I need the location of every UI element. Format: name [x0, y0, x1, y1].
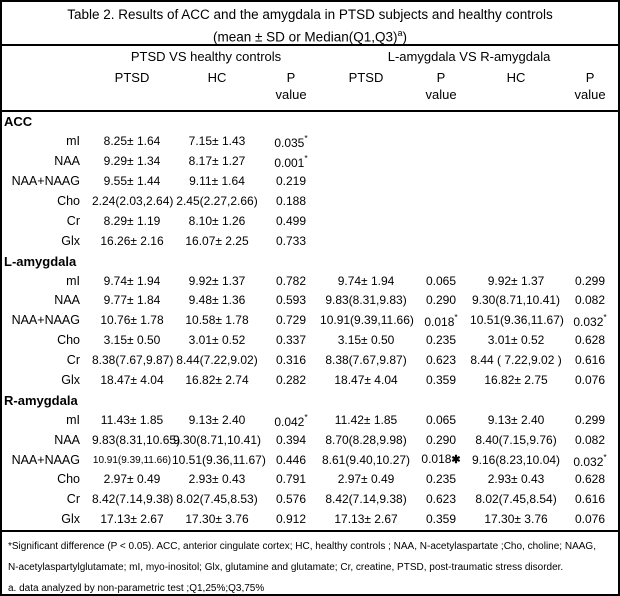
table-cell: 10.91(9.39,11.66): [320, 313, 414, 328]
table-cell: 0.065: [426, 412, 457, 427]
table-cell: [412, 192, 470, 212]
table-row: [2, 331, 618, 351]
table-row: [2, 450, 618, 470]
table-cell: 0.782: [275, 273, 307, 288]
table-cell: [562, 152, 618, 172]
table-row: [2, 132, 618, 152]
table-cell: 9.30(8.71,10.41): [471, 293, 561, 308]
table-cell: 9.74± 1.94: [337, 273, 395, 288]
group-header-l-vs-r-amygdala: L-amygdala VS R-amygdala: [387, 49, 551, 64]
section-header: L-amygdala: [4, 253, 77, 269]
table-cell: 2.97± 0.49: [337, 472, 395, 487]
table-cell: 9.29± 1.34: [103, 154, 161, 169]
table-cell: 0.616: [575, 353, 606, 368]
table-cell: 0.359: [426, 512, 457, 527]
section-row: [2, 251, 618, 271]
footnotes-block: [2, 530, 618, 596]
empty-corner-cell: [2, 88, 92, 111]
table-cell: 0.733: [275, 233, 307, 248]
table-cell: 0.628: [575, 472, 606, 487]
column-header: P: [585, 70, 595, 85]
table-row: [2, 152, 618, 172]
table-cell: 11.42± 1.85: [334, 412, 398, 427]
row-label: mI: [66, 273, 80, 288]
table-cell: 10.51(9.36,11.67): [172, 452, 266, 467]
column-header: PTSD: [348, 70, 384, 85]
table-cell: 8.40(7.15,9.76): [475, 432, 557, 447]
table-cell: 8.25± 1.64: [103, 134, 161, 149]
table-cell: 11.43± 1.85: [100, 412, 164, 427]
results-table: [2, 46, 618, 530]
table-cell: [470, 211, 562, 231]
column-header-sub: value: [562, 88, 618, 111]
subtitle-pre: (mean ± SD or Median(Q1,Q3): [213, 29, 398, 45]
row-label: Cho: [57, 472, 80, 487]
subtitle-post: ): [402, 29, 407, 45]
empty-corner-cell: [2, 67, 92, 88]
table-cell: 0.912: [275, 512, 307, 527]
subtitle-superscript: a: [397, 28, 403, 38]
table-row: [2, 490, 618, 510]
table-cell: 0.082: [575, 293, 606, 308]
column-header-sub: value: [412, 88, 470, 111]
table-cell: 18.47± 4.04: [100, 373, 164, 388]
table-cell: 8.42(7.14,9.38): [92, 492, 174, 507]
table-row: [2, 351, 618, 371]
table-title-block: [2, 2, 618, 46]
table-cell: 17.30± 3.76: [185, 512, 249, 527]
table-row: [2, 510, 618, 530]
table-cell: 0.316: [275, 353, 307, 368]
table-cell: 0.018*: [424, 312, 458, 330]
row-label: NAA+NAAG: [11, 452, 80, 467]
table-row: [2, 470, 618, 490]
table-cell: 0.032*: [573, 451, 607, 469]
table-cell: 0.499: [275, 213, 307, 228]
table-cell: 8.38(7.67,9.87): [92, 353, 174, 368]
table-cell: 0.576: [275, 492, 307, 507]
table-cell: 17.30± 3.76: [484, 512, 548, 527]
table-cell: 7.15± 1.43: [188, 134, 246, 149]
table-cell: 10.51(9.36,11.67): [470, 313, 564, 328]
row-label: Cr: [66, 353, 80, 368]
table-cell: 0.616: [575, 492, 606, 507]
table-cell: 8.02(7.45,8.53): [176, 492, 258, 507]
table-row: [2, 410, 618, 430]
row-label: Cho: [57, 333, 80, 348]
section-header: ACC: [4, 114, 33, 130]
table-cell: [412, 132, 470, 152]
table-subtitle: [2, 24, 618, 47]
table-cell: 9.55± 1.44: [103, 174, 161, 189]
column-header-sub: [320, 88, 412, 111]
table-cell: 8.02(7.45,8.54): [475, 492, 557, 507]
table-cell: 3.15± 0.50: [103, 333, 161, 348]
empty-corner-cell: [2, 46, 92, 67]
table-cell: 17.13± 2.67: [100, 512, 164, 527]
table-cell: 3.01± 0.52: [487, 333, 545, 348]
table-cell: 0.235: [426, 333, 457, 348]
table-cell: 8.44(7.22,9.02): [176, 353, 258, 368]
row-label: NAA: [54, 432, 80, 447]
table-cell: 0.032*: [573, 312, 607, 330]
table-cell: 8.42(7.14,9.38): [325, 492, 407, 507]
table-cell: 2.24(2.03,2.64): [92, 194, 174, 208]
row-label: NAA: [54, 293, 80, 308]
table-cell: [412, 152, 470, 172]
table-cell: 0.729: [275, 313, 307, 328]
column-header-sub: [172, 88, 262, 111]
table-row: [2, 231, 618, 251]
table-cell: 0.188: [275, 194, 307, 208]
row-label: mI: [66, 134, 80, 149]
table-cell: 0.394: [275, 432, 307, 447]
table-cell: 0.290: [426, 293, 457, 308]
table-cell: 0.065: [426, 273, 457, 288]
row-label: Cr: [66, 492, 80, 507]
section-row: [2, 111, 618, 132]
row-label: Glx: [61, 512, 80, 527]
table-row: [2, 192, 618, 212]
table-cell: 0.299: [575, 412, 606, 427]
column-header: HC: [207, 70, 227, 85]
table-cell: 3.01± 0.52: [188, 333, 246, 348]
section-header: R-amygdala: [4, 392, 78, 408]
table-cell: 16.82± 2.75: [484, 373, 548, 388]
footnote-nonparametric: a. data analyzed by non-parametric test ;Q1,25%;Q3,75%: [8, 582, 265, 594]
table-cell: 0.299: [575, 273, 606, 288]
table-cell: 0.359: [426, 373, 457, 388]
table-cell: 2.93± 0.43: [487, 472, 545, 487]
table-cell: 17.13± 2.67: [334, 512, 398, 527]
table-cell: 16.82± 2.74: [185, 373, 249, 388]
column-header-sub: value: [262, 88, 320, 111]
table-cell: [412, 231, 470, 251]
group-header-row: [2, 46, 618, 67]
table-cell: [320, 192, 412, 212]
table-cell: 16.26± 2.16: [100, 233, 164, 248]
footnote-abbreviations: N-acetylaspartylglutamate; mI, myo-inositol; Glx, glutamine and glutamate; Cr, creatine, PTSD, post-traumatic stress disorder.: [8, 561, 564, 573]
table-cell: 9.83(8.31,10.65): [92, 432, 181, 447]
table-cell: 9.30(8.71,10.41): [172, 432, 262, 447]
table-cell: 8.10± 1.26: [188, 213, 246, 228]
table-cell: 3.15± 0.50: [337, 333, 395, 348]
table-cell: 16.07± 2.25: [185, 233, 249, 248]
table-cell: [412, 211, 470, 231]
table-cell: 9.48± 1.36: [188, 293, 246, 308]
table-cell: 0.018✱: [421, 452, 461, 467]
table-cell: 2.45(2.27,2.66): [176, 194, 258, 208]
table-cell: 9.13± 2.40: [188, 412, 246, 427]
table-cell: 0.082: [575, 432, 606, 447]
table-cell: [470, 172, 562, 192]
column-header-sub: [470, 88, 562, 111]
column-header-sub: [92, 88, 172, 111]
table-cell: [320, 152, 412, 172]
table-row: [2, 172, 618, 192]
table-cell: 0.623: [426, 492, 457, 507]
table-cell: 8.29± 1.19: [103, 213, 161, 228]
table-cell: 10.58± 1.78: [185, 313, 249, 328]
table-row: [2, 430, 618, 450]
row-label: Glx: [61, 233, 80, 248]
table-cell: 2.93± 0.43: [188, 472, 246, 487]
column-header: P: [436, 70, 446, 85]
row-label: NAA+NAAG: [11, 313, 80, 328]
table-cell: [562, 211, 618, 231]
table-cell: 0.235: [426, 472, 457, 487]
row-label: NAA+NAAG: [11, 174, 80, 189]
table-cell: 0.282: [275, 373, 307, 388]
table-title: Table 2. Results of ACC and the amygdala in PTSD subjects and healthy controls: [67, 7, 553, 22]
table-cell: 0.791: [275, 472, 307, 487]
table-cell: 9.74± 1.94: [103, 273, 161, 288]
row-label: Cho: [57, 194, 80, 208]
table-cell: 9.77± 1.84: [103, 293, 161, 308]
table-cell: 9.16(8.23,10.04): [471, 452, 561, 467]
table-cell: 0.623: [426, 353, 457, 368]
table-cell: 9.92± 1.37: [487, 273, 545, 288]
table-row: [2, 291, 618, 311]
table-cell: [562, 132, 618, 152]
table-cell: 8.17± 1.27: [188, 154, 246, 169]
row-label: Glx: [61, 373, 80, 388]
footnote-significance: *Significant difference (P < 0.05). ACC, anterior cingulate cortex; HC, healthy controls ; NAA, N-acetylaspartate ;Cho, choline; NAAG,: [8, 540, 596, 552]
table-cell: 8.61(9.40,10.27): [321, 452, 411, 467]
row-label: Cr: [66, 213, 80, 228]
table-cell: 2.97± 0.49: [103, 472, 161, 487]
table-cell: 8.70(8.28,9.98): [325, 432, 407, 447]
table-cell: [470, 152, 562, 172]
table-cell: 0.593: [275, 293, 307, 308]
table-cell: [562, 231, 618, 251]
table-cell: [320, 132, 412, 152]
column-header-row: [2, 67, 618, 88]
column-header: P: [286, 70, 296, 85]
table-cell: [470, 132, 562, 152]
table-cell: 0.076: [575, 512, 606, 527]
table-cell: [320, 172, 412, 192]
table-cell: 9.11± 1.64: [189, 174, 245, 189]
table-cell: [562, 172, 618, 192]
table-cell: [470, 231, 562, 251]
table-cell: 0.219: [275, 174, 307, 189]
table-cell: [562, 192, 618, 212]
table-cell: 9.13± 2.40: [487, 412, 545, 427]
table-cell: 8.44 ( 7.22,9.02 ): [470, 353, 562, 368]
table-row: [2, 271, 618, 291]
table-cell: 0.337: [275, 333, 307, 348]
table-cell: 10.91(9.39,11.66): [92, 454, 172, 466]
table-cell: 0.042*: [274, 411, 308, 429]
table-cell: 0.035*: [274, 133, 308, 151]
column-header-subrow: [2, 88, 618, 111]
table-cell: 9.92± 1.37: [188, 273, 246, 288]
table-row: [2, 371, 618, 391]
table-row: [2, 311, 618, 331]
row-label: mI: [66, 412, 80, 427]
table-cell: 10.76± 1.78: [100, 313, 164, 328]
table-cell: 0.001*: [274, 153, 308, 171]
table-cell: 0.446: [275, 452, 307, 467]
table-cell: 0.628: [575, 333, 606, 348]
table-cell: 0.076: [575, 373, 606, 388]
table-cell: [320, 231, 412, 251]
table-cell: 18.47± 4.04: [334, 373, 398, 388]
table-cell: [470, 192, 562, 212]
table-cell: 9.83(8.31,9.83): [325, 293, 407, 308]
table-cell: [320, 211, 412, 231]
table-cell: [412, 172, 470, 192]
column-header: PTSD: [114, 70, 150, 85]
table-row: [2, 211, 618, 231]
column-header: HC: [506, 70, 526, 85]
table-cell: 0.290: [426, 432, 457, 447]
row-label: NAA: [54, 154, 80, 169]
group-header-ptsd-vs-hc: PTSD VS healthy controls: [130, 49, 282, 64]
table-cell: 8.38(7.67,9.87): [325, 353, 407, 368]
section-row: [2, 390, 618, 410]
